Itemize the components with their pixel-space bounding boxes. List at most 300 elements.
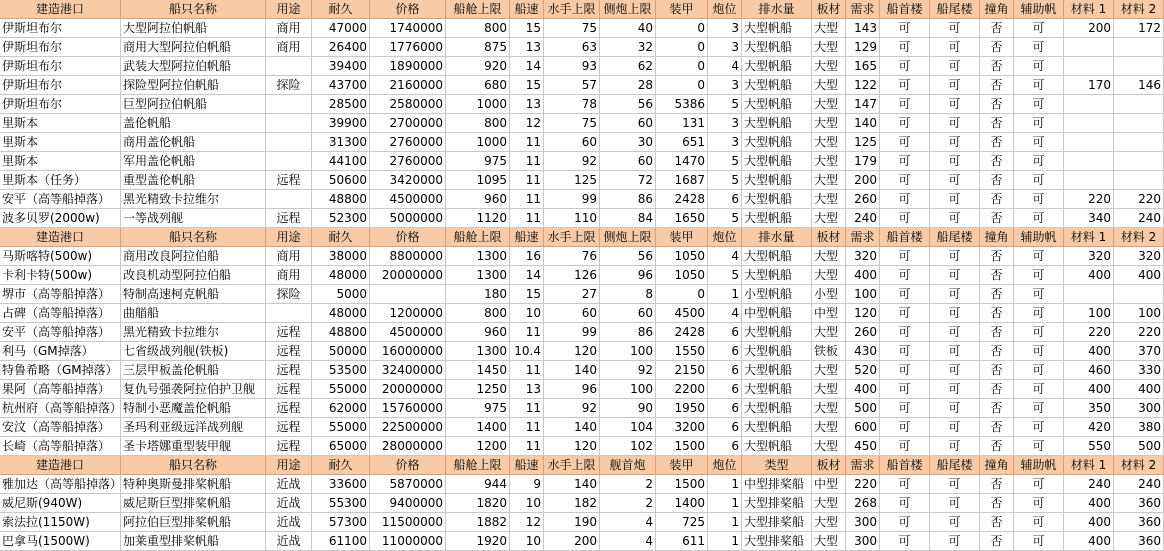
cell-price: 2760000 [370,133,446,152]
cell-speed: 12 [510,513,544,532]
header-material-1: 材料 1 [1064,0,1114,19]
table-row [0,380,1161,399]
table-row [0,19,1161,38]
cell-sterncastle: 可 [930,209,980,228]
cell-gun-slots: 3 [708,38,742,57]
cell-displacement: 大型帆船 [742,57,812,76]
header-speed: 船速 [510,456,544,475]
table-row [0,342,1161,361]
cell-material-2: 330 [1114,361,1164,380]
cell-armor: 725 [656,513,708,532]
cell-requirement: 100 [846,285,880,304]
cell-port: 雅加达（高等船掉落） [0,475,121,494]
cell-durability: 50600 [312,171,370,190]
cell-sterncastle: 可 [930,437,980,456]
cell-requirement: 600 [846,418,880,437]
cell-sailor-max: 75 [544,19,600,38]
cell-material-1: 240 [1064,475,1114,494]
cell-speed: 10.4 [510,342,544,361]
cell-port: 里斯本 [0,152,121,171]
cell-port: 安平（高等船掉落） [0,190,121,209]
cell-gun-slots: 1 [708,475,742,494]
cell-ram: 否 [980,171,1014,190]
cell-aux-sail: 可 [1014,76,1064,95]
cell-requirement: 240 [846,209,880,228]
cell-port: 占碑（高等船掉落） [0,304,121,323]
cell-aux-sail: 可 [1014,342,1064,361]
cell-armor: 611 [656,532,708,551]
cell-speed: 11 [510,399,544,418]
table-row [0,133,1080,152]
cell-forecastle: 可 [880,38,930,57]
cell-cabin-max: 800 [446,304,510,323]
header-armor: 装甲 [656,456,708,475]
cell-usage: 近战 [266,532,312,551]
table-row [0,38,1080,57]
cell-price: 3420000 [370,171,446,190]
cell-sterncastle: 可 [930,532,980,551]
cell-gun-slots: 5 [708,171,742,190]
header-requirement: 需求 [846,456,880,475]
cell-armor: 1500 [656,475,708,494]
cell-ram: 否 [980,190,1014,209]
cell-displacement: 大型帆船 [742,266,812,285]
header-gun-max: 舰首炮 [600,456,656,475]
cell-ship-name: 武装大型阿拉伯帆船 [121,57,266,76]
table-row [0,418,1161,437]
cell-gun-max: 28 [600,76,656,95]
cell-sterncastle: 可 [930,513,980,532]
cell-displacement: 大型帆船 [742,190,812,209]
cell-forecastle: 可 [880,57,930,76]
cell-usage: 远程 [266,437,312,456]
cell-plating: 大型 [812,209,846,228]
cell-material-2: 220 [1114,323,1164,342]
cell-aux-sail: 可 [1014,266,1064,285]
cell-usage: 近战 [266,475,312,494]
cell-cabin-max: 1000 [446,95,510,114]
cell-aux-sail: 可 [1014,513,1064,532]
cell-requirement: 220 [846,475,880,494]
header-ship-name: 船只名称 [121,228,266,247]
cell-usage: 探险 [266,76,312,95]
cell-armor: 1687 [656,171,708,190]
cell-displacement: 大型帆船 [742,133,812,152]
cell-aux-sail: 可 [1014,19,1064,38]
cell-forecastle: 可 [880,494,930,513]
cell-port: 安平（高等船掉落） [0,323,121,342]
cell-gun-slots: 6 [708,380,742,399]
header-sailor-max: 水手上限 [544,0,600,19]
cell-plating: 小型 [812,285,846,304]
cell-material-2: 300 [1114,399,1164,418]
cell-plating: 大型 [812,133,846,152]
cell-cabin-max: 1250 [446,380,510,399]
cell-cabin-max: 944 [446,475,510,494]
cell-forecastle: 可 [880,171,930,190]
cell-material-2 [1114,57,1164,76]
cell-ram: 否 [980,57,1014,76]
cell-durability: 52300 [312,209,370,228]
cell-plating: 大型 [812,380,846,399]
cell-armor: 3200 [656,418,708,437]
cell-cabin-max: 1882 [446,513,510,532]
cell-sterncastle: 可 [930,380,980,399]
cell-durability: 53500 [312,361,370,380]
cell-speed: 11 [510,190,544,209]
cell-usage: 商用 [266,247,312,266]
cell-plating: 大型 [812,418,846,437]
cell-ship-name: 阿拉伯巨型排桨帆船 [121,513,266,532]
cell-gun-max: 90 [600,399,656,418]
cell-plating: 中型 [812,475,846,494]
cell-plating: 大型 [812,19,846,38]
cell-speed: 11 [510,209,544,228]
cell-material-1 [1064,95,1114,114]
cell-aux-sail: 可 [1014,323,1064,342]
cell-gun-max: 4 [600,532,656,551]
cell-aux-sail: 可 [1014,380,1064,399]
cell-ship-name: 重型盖伦帆船 [121,171,266,190]
cell-port: 安汶（高等船掉落） [0,418,121,437]
cell-displacement: 大型帆船 [742,152,812,171]
cell-sterncastle: 可 [930,95,980,114]
header-ram: 撞角 [980,456,1014,475]
cell-plating: 大型 [812,247,846,266]
cell-plating: 大型 [812,57,846,76]
cell-forecastle: 可 [880,532,930,551]
table-row [0,513,1161,532]
cell-speed: 11 [510,418,544,437]
cell-requirement: 300 [846,513,880,532]
cell-ram: 否 [980,247,1014,266]
cell-sailor-max: 96 [544,380,600,399]
cell-sterncastle: 可 [930,19,980,38]
cell-speed: 13 [510,95,544,114]
header-aux-sail: 辅助帆 [1014,228,1064,247]
cell-material-1: 460 [1064,361,1114,380]
cell-ship-name: 圣卡塔娜重型装甲舰 [121,437,266,456]
cell-ram: 否 [980,133,1014,152]
cell-port: 伊斯坦布尔 [0,19,121,38]
cell-usage: 远程 [266,342,312,361]
cell-aux-sail: 可 [1014,152,1064,171]
header-requirement: 需求 [846,0,880,19]
header-sterncastle: 船尾楼 [930,456,980,475]
cell-gun-slots: 1 [708,285,742,304]
header-row [0,228,1157,247]
cell-price: 2580000 [370,95,446,114]
cell-price: 11000000 [370,532,446,551]
table-row [0,171,1080,190]
cell-sailor-max: 63 [544,38,600,57]
cell-ram: 否 [980,76,1014,95]
cell-gun-max: 62 [600,57,656,76]
header-ram: 撞角 [980,0,1014,19]
header-plating: 板材 [812,228,846,247]
cell-plating: 大型 [812,266,846,285]
cell-port: 卡利卡特(500w) [0,266,121,285]
cell-gun-max: 60 [600,152,656,171]
cell-material-1: 550 [1064,437,1114,456]
cell-price: 1890000 [370,57,446,76]
cell-price: 11500000 [370,513,446,532]
table-row [0,95,1080,114]
cell-price: 28000000 [370,437,446,456]
cell-gun-slots: 3 [708,76,742,95]
cell-cabin-max: 1450 [446,361,510,380]
cell-forecastle: 可 [880,114,930,133]
header-material-2: 材料 2 [1114,228,1164,247]
cell-displacement: 小型帆船 [742,285,812,304]
cell-sailor-max: 60 [544,133,600,152]
cell-plating: 中型 [812,304,846,323]
cell-speed: 11 [510,361,544,380]
cell-durability: 55000 [312,418,370,437]
cell-price: 22500000 [370,418,446,437]
cell-requirement: 140 [846,114,880,133]
header-ship-name: 船只名称 [121,456,266,475]
cell-sailor-max: 125 [544,171,600,190]
cell-requirement: 260 [846,323,880,342]
cell-cabin-max: 960 [446,323,510,342]
cell-durability: 55300 [312,494,370,513]
cell-durability: 39900 [312,114,370,133]
cell-sailor-max: 93 [544,57,600,76]
header-material-1: 材料 1 [1064,456,1114,475]
cell-gun-max: 104 [600,418,656,437]
cell-armor: 0 [656,76,708,95]
cell-ram: 否 [980,323,1014,342]
cell-port: 堺市（高等船掉落） [0,285,121,304]
cell-usage [266,95,312,114]
cell-armor: 0 [656,19,708,38]
header-material-1: 材料 1 [1064,228,1114,247]
cell-forecastle: 可 [880,342,930,361]
cell-material-2: 320 [1114,247,1164,266]
header-port: 建造港口 [0,0,121,19]
table-row [0,247,1161,266]
cell-ship-name: 探险型阿拉伯帆船 [121,76,266,95]
cell-usage: 远程 [266,323,312,342]
header-cabin-max: 船舱上限 [446,228,510,247]
cell-material-2 [1114,133,1164,152]
cell-durability: 48000 [312,304,370,323]
header-sterncastle: 船尾楼 [930,0,980,19]
table-row [0,361,1161,380]
cell-ram: 否 [980,494,1014,513]
cell-ship-name: 三层甲板盖伦帆船 [121,361,266,380]
cell-sailor-max: 99 [544,190,600,209]
cell-price: 4500000 [370,323,446,342]
cell-plating: 大型 [812,171,846,190]
cell-cabin-max: 1820 [446,494,510,513]
cell-displacement: 大型帆船 [742,323,812,342]
cell-requirement: 200 [846,171,880,190]
cell-sterncastle: 可 [930,494,980,513]
cell-requirement: 165 [846,57,880,76]
cell-usage: 远程 [266,399,312,418]
cell-gun-max: 8 [600,285,656,304]
cell-cabin-max: 1120 [446,209,510,228]
cell-ram: 否 [980,95,1014,114]
cell-usage [266,304,312,323]
header-usage: 用途 [266,456,312,475]
cell-durability: 65000 [312,437,370,456]
cell-plating: 大型 [812,494,846,513]
cell-material-2: 360 [1114,513,1164,532]
cell-speed: 15 [510,19,544,38]
cell-durability: 5000 [312,285,370,304]
cell-displacement: 大型帆船 [742,171,812,190]
cell-usage: 远程 [266,209,312,228]
cell-sailor-max: 27 [544,285,600,304]
cell-durability: 31300 [312,133,370,152]
cell-forecastle: 可 [880,266,930,285]
cell-price: 32400000 [370,361,446,380]
cell-sailor-max: 60 [544,304,600,323]
header-requirement: 需求 [846,228,880,247]
cell-cabin-max: 1300 [446,342,510,361]
cell-durability: 47000 [312,19,370,38]
header-material-2: 材料 2 [1114,456,1164,475]
cell-durability: 57300 [312,513,370,532]
cell-requirement: 268 [846,494,880,513]
cell-speed: 12 [510,114,544,133]
cell-armor: 2428 [656,190,708,209]
cell-usage [266,114,312,133]
cell-gun-max: 84 [600,209,656,228]
header-sailor-max: 水手上限 [544,456,600,475]
cell-speed: 11 [510,171,544,190]
cell-gun-slots: 3 [708,133,742,152]
cell-forecastle: 可 [880,152,930,171]
cell-requirement: 129 [846,38,880,57]
cell-sterncastle: 可 [930,304,980,323]
cell-material-1: 100 [1064,304,1114,323]
cell-armor: 0 [656,57,708,76]
cell-gun-max: 56 [600,95,656,114]
cell-sailor-max: 120 [544,342,600,361]
cell-gun-max: 32 [600,38,656,57]
cell-forecastle: 可 [880,19,930,38]
cell-forecastle: 可 [880,380,930,399]
cell-sailor-max: 75 [544,114,600,133]
header-cabin-max: 船舱上限 [446,456,510,475]
cell-ship-name: 商用大型阿拉伯帆船 [121,38,266,57]
cell-forecastle: 可 [880,418,930,437]
cell-material-2 [1114,171,1164,190]
cell-gun-max: 56 [600,247,656,266]
cell-ram: 否 [980,38,1014,57]
cell-ram: 否 [980,114,1014,133]
cell-ship-name: 商用盖伦帆船 [121,133,266,152]
cell-port: 里斯本 [0,133,121,152]
cell-gun-slots: 3 [708,19,742,38]
cell-gun-slots: 1 [708,513,742,532]
cell-displacement: 中型帆船 [742,304,812,323]
cell-plating: 大型 [812,361,846,380]
cell-armor: 2200 [656,380,708,399]
cell-gun-slots: 6 [708,342,742,361]
cell-displacement: 中型排桨船 [742,475,812,494]
cell-speed: 9 [510,475,544,494]
cell-price: 1200000 [370,304,446,323]
cell-material-1: 400 [1064,342,1114,361]
cell-price: 8800000 [370,247,446,266]
cell-cabin-max: 1920 [446,532,510,551]
cell-sailor-max: 140 [544,361,600,380]
cell-gun-slots: 1 [708,532,742,551]
cell-usage [266,190,312,209]
cell-sailor-max: 92 [544,152,600,171]
cell-aux-sail: 可 [1014,361,1064,380]
header-sterncastle: 船尾楼 [930,228,980,247]
cell-displacement: 大型帆船 [742,76,812,95]
cell-gun-max: 102 [600,437,656,456]
cell-speed: 10 [510,494,544,513]
cell-speed: 11 [510,152,544,171]
cell-price: 4500000 [370,190,446,209]
table-row [0,209,1161,228]
cell-plating: 大型 [812,152,846,171]
cell-displacement: 大型帆船 [742,437,812,456]
table-row [0,114,1080,133]
cell-displacement: 大型帆船 [742,38,812,57]
cell-cabin-max: 975 [446,152,510,171]
cell-usage: 商用 [266,266,312,285]
cell-ship-name: 特种奥斯曼排桨帆船 [121,475,266,494]
header-price: 价格 [370,228,446,247]
cell-port: 长崎（高等船掉落） [0,437,121,456]
cell-ship-name: 巨型阿拉伯帆船 [121,95,266,114]
cell-plating: 大型 [812,323,846,342]
cell-sterncastle: 可 [930,342,980,361]
cell-material-2 [1114,38,1164,57]
cell-gun-max: 92 [600,361,656,380]
cell-displacement: 大型帆船 [742,399,812,418]
cell-material-2: 146 [1114,76,1164,95]
cell-plating: 铁板 [812,342,846,361]
cell-usage: 远程 [266,361,312,380]
cell-ram: 否 [980,266,1014,285]
cell-port: 利马（GM掉落） [0,342,121,361]
cell-ship-name: 黑光精致卡拉维尔 [121,190,266,209]
table-row [0,532,1161,551]
cell-material-1: 420 [1064,418,1114,437]
cell-price: 15760000 [370,399,446,418]
cell-usage: 商用 [266,19,312,38]
cell-sterncastle: 可 [930,323,980,342]
cell-sailor-max: 57 [544,76,600,95]
cell-sterncastle: 可 [930,114,980,133]
cell-armor: 2428 [656,323,708,342]
cell-port: 伊斯坦布尔 [0,57,121,76]
cell-durability: 62000 [312,399,370,418]
cell-gun-slots: 5 [708,152,742,171]
cell-speed: 14 [510,57,544,76]
cell-cabin-max: 875 [446,38,510,57]
header-usage: 用途 [266,0,312,19]
cell-material-1: 220 [1064,323,1114,342]
cell-cabin-max: 920 [446,57,510,76]
cell-port: 杭州府（高等船掉落） [0,399,121,418]
header-gun-slots: 炮位 [708,228,742,247]
cell-forecastle: 可 [880,513,930,532]
header-forecastle: 船首楼 [880,0,930,19]
table-row [0,475,1161,494]
cell-armor: 131 [656,114,708,133]
